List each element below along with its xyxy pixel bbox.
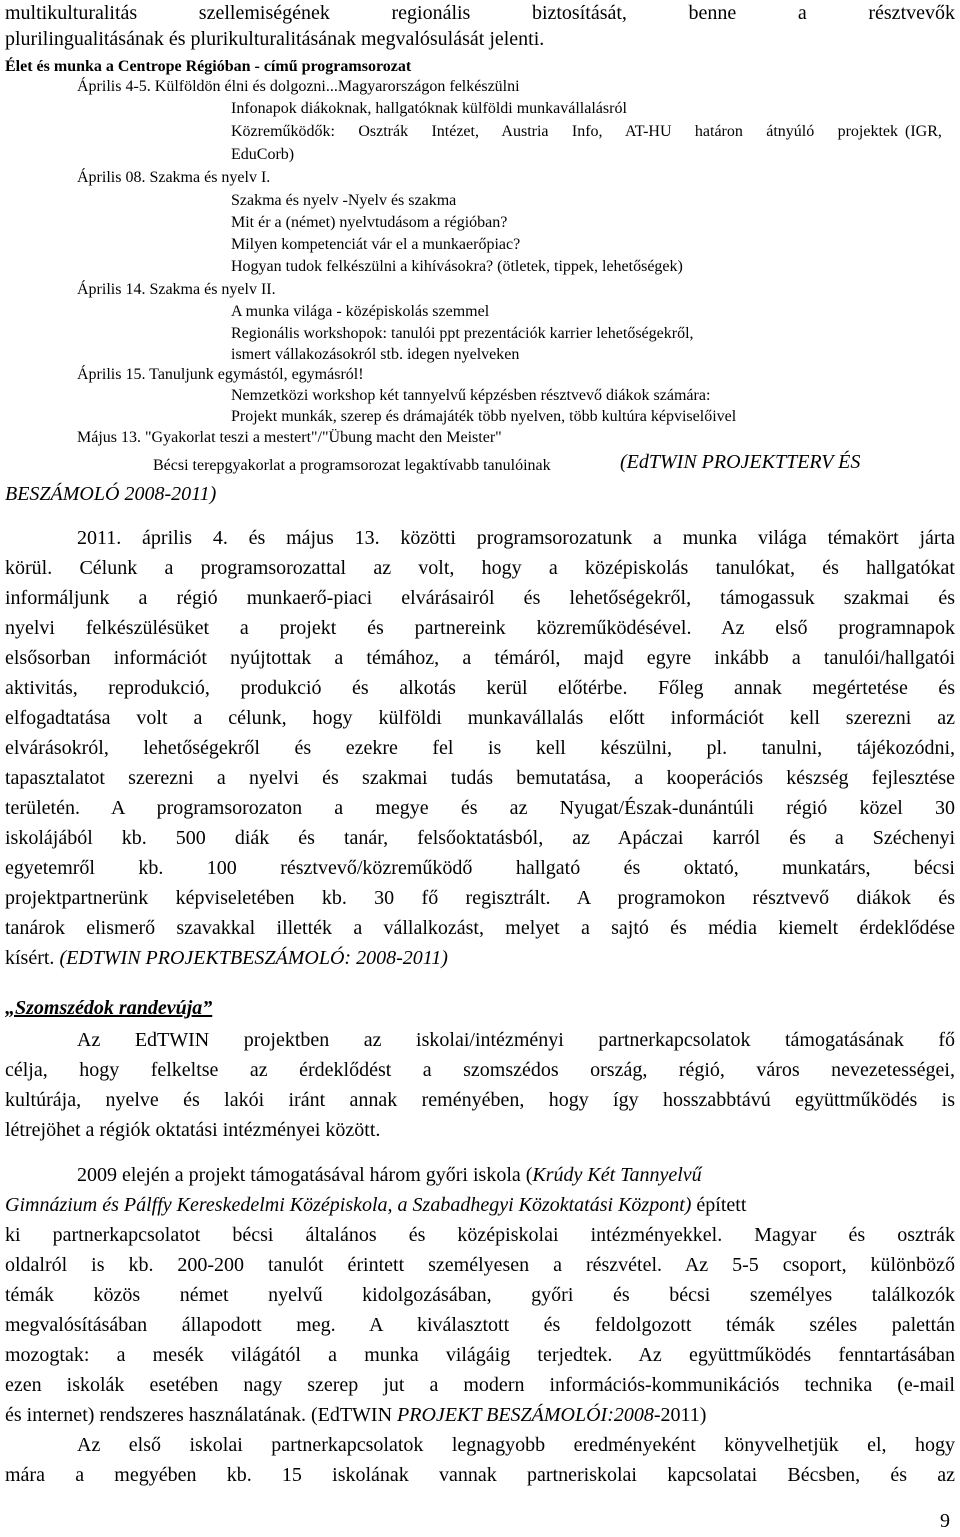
para1-last-text: kísért.: [5, 947, 55, 969]
section-heading: „Szomszédok randevúja”: [5, 997, 213, 1019]
para4-line-2: mára a megyében kb. 15 iskolának vannak partneriskolai kapcsolatai Bécsben, és az: [5, 1464, 955, 1486]
event-2-line-d: Hogyan tudok felkészülni a kihívásokra? (ötletek, tippek, lehetőségek): [231, 258, 683, 275]
para1-reference: (EDTWIN PROJEKTBESZÁMOLÓ: 2008-2011): [59, 947, 448, 969]
para3-line-2: [5, 1192, 746, 1218]
para4-line-1: Az első iskolai partnerkapcsolatok legnagyobb eredményeként könyvelhetjük el, hogy: [77, 1434, 955, 1456]
para3-school-names: Gimnázium és Pálffy Kereskedelmi Középiskola, a Szabadhegyi Közoktatási Központ): [5, 1194, 692, 1216]
event-4-line-a: Nemzetközi workshop két tannyelvű képzésben résztvevő diákok számára:: [231, 387, 711, 404]
event-5-reference-2: [5, 481, 216, 507]
para3-line-4: oldalról is kb. 200-200 tanulót érintett személyesen a részvétel. Az 5-5 csoport, különböző: [5, 1254, 955, 1276]
para1-line-1: 2011. április 4. és május 13. közötti programsorozatunk a munka világa témakört járta: [77, 527, 955, 549]
para1-line-7: elfogadtatása volt a célunk, hogy külföldi munkavállalás előtt információt kell szerezni az: [5, 707, 955, 729]
event-5-date: Május 13. "Gyakorlat teszi a mestert"/"Übung macht den Meister": [77, 429, 502, 446]
event-1-line-a: Infonapok diákoknak, hallgatóknak külföldi munkavállalásról: [231, 100, 627, 117]
intro-line-1: multikulturalitás szellemiségének regionális biztosítását, benne a résztvevők: [5, 2, 955, 24]
para1-line-10: területén. A programsorozaton a megye és az Nyugat/Észak-dunántúli régió közel 30: [5, 797, 955, 819]
event-5-reference: (EdTWIN PROJEKTTERV ÉS: [620, 451, 861, 473]
para2-line-4: létrejöhet a régiók oktatási intézményei között.: [5, 1119, 381, 1141]
para1-line-3: informáljunk a régió munkaerő-piaci elvárásairól és lehetőségekről, támogassuk szakmai és: [5, 587, 955, 609]
event-2-line-a: Szakma és nyelv -Nyelv és szakma: [231, 192, 457, 209]
para3-line-3: ki partnerkapcsolatot bécsi általános és középiskolai intézményekkel. Magyar és osztrák: [5, 1224, 955, 1246]
para1-line-6: aktivitás, reprodukció, produkció és alkotás kerül előtérbe. Főleg annak megértetése és: [5, 677, 955, 699]
event-3-line-c: ismert vállakozásokról stb. idegen nyelveken: [231, 346, 520, 363]
para3-school-name: Krúdy Két Tannyelvű: [532, 1164, 702, 1186]
event-3-line-a: A munka világa - középiskolás szemmel: [231, 303, 490, 320]
para3-line-6: megvalósításában állapodott meg. A kiválasztott és feldolgozott témák széles palettán: [5, 1314, 955, 1336]
para1-line-4: nyelvi felkészülésüket a projekt és partnereink közreműködésével. Az első programnapok: [5, 617, 955, 639]
event-3-line-b: Regionális workshopok: tanulói ppt prezentációk karrier lehetőségekről,: [231, 325, 694, 342]
event-2-date: Április 08. Szakma és nyelv I.: [77, 169, 271, 186]
para3-line-9: [5, 1402, 706, 1428]
para3-l2-text: épített: [691, 1194, 747, 1216]
para2-line-3: kultúrája, nyelve és lakói iránt annak reményében, hogy így hosszabbtávú együttműködés is: [5, 1089, 955, 1111]
event-1-date: Április 4-5. Külföldön élni és dolgozni...Magyarországon felkészülni: [77, 78, 520, 95]
event-1-line-b-end: (IGR,: [905, 123, 942, 140]
para1-line-15: [5, 945, 448, 971]
event-5-line-a: Bécsi terepgyakorlat a programsorozat legaktívabb tanulóinak: [153, 457, 551, 474]
para1-line-2: körül. Célunk a programsorozattal az volt, hogy a középiskolás tanulókat, és hallgatókat: [5, 557, 955, 579]
event-2-line-c: Milyen kompetenciát vár el a munkaerőpiac?: [231, 236, 521, 253]
para1-line-9: tapasztalatot szerezni a nyelvi és szakmai tudás bemutatása, a kooperációs készség fejlesztése: [5, 767, 955, 789]
event-1-line-c: EduCorb): [231, 146, 295, 163]
para3-reference-end: -2011): [653, 1404, 707, 1426]
para1-line-5: elsősorban információt nyújtottak a témához, a témáról, majd egyre inkább a tanulói/hallgatói: [5, 647, 955, 669]
para3-l1-text: 2009 elején a projekt támogatásával három győri iskola (: [77, 1164, 533, 1186]
event-1-line-b: Közreműködők: Osztrák Intézet, Austria Info, AT-HU határon átnyúló projektek: [231, 123, 898, 140]
para3-line-8: ezen iskolák esetében nagy szerep jut a modern információs-kommunikációs technika (e-mail: [5, 1374, 955, 1396]
para2-line-2: célja, hogy felkeltse az érdeklődést a szomszédos ország, régió, város nevezetességei,: [5, 1059, 955, 1081]
event-4-date: Április 15. Tanuljunk egymástól, egymásról!: [77, 366, 364, 383]
para2-line-1: Az EdTWIN projektben az iskolai/intézményi partnerkapcsolatok támogatásának fő: [77, 1029, 955, 1051]
event-3-date: Április 14. Szakma és nyelv II.: [77, 281, 276, 298]
event-4-line-b: Projekt munkák, szerep és drámajáték több nyelven, több kultúra képviselőivel: [231, 408, 737, 425]
event-2-line-b: Mit ér a (német) nyelvtudásom a régióban?: [231, 214, 508, 231]
reference-title: BESZÁMOLÓ 2008-2011): [5, 483, 217, 505]
para1-line-11: iskolájából kb. 500 diák és tanár, felsőoktatásból, az Apáczai karról és a Széchenyi: [5, 827, 955, 849]
program-title: Élet és munka a Centrope Régióban - című programsorozat: [5, 58, 412, 75]
para1-line-12: egyetemről kb. 100 résztvevő/közreműködő hallgató és oktató, munkatárs, bécsi: [5, 857, 955, 879]
intro-line-2: plurilingualitásának és plurikulturalitásának megvalósulását jelenti.: [5, 28, 545, 50]
para1-line-8: elvárásokról, lehetőségekről és ezekre fel is kell készülni, pl. tanulni, tájékozódni,: [5, 737, 955, 759]
page-number: 9: [940, 1510, 950, 1532]
para3-line-1: [77, 1162, 955, 1188]
para1-line-14: tanárok elismerő szavakkal illették a vállalkozást, melyet a sajtó és média kiemelt érdeklődése: [5, 917, 955, 939]
para3-line-7: mozogtak: a mesék világától a munka világáig terjedtek. Az együttműködés fenntartásában: [5, 1344, 955, 1366]
para1-line-13: projektpartnerünk képviseletében kb. 30 fő regisztrált. A programokon résztvevő diákok és: [5, 887, 955, 909]
para3-reference: PROJEKT BESZÁMOLÓI:2008: [397, 1404, 654, 1426]
para3-last-text: és internet) rendszeres használatának. (EdTWIN: [5, 1404, 398, 1426]
para3-line-5: témák közös német nyelvű kidolgozásában, győri és bécsi személyes találkozók: [5, 1284, 955, 1306]
